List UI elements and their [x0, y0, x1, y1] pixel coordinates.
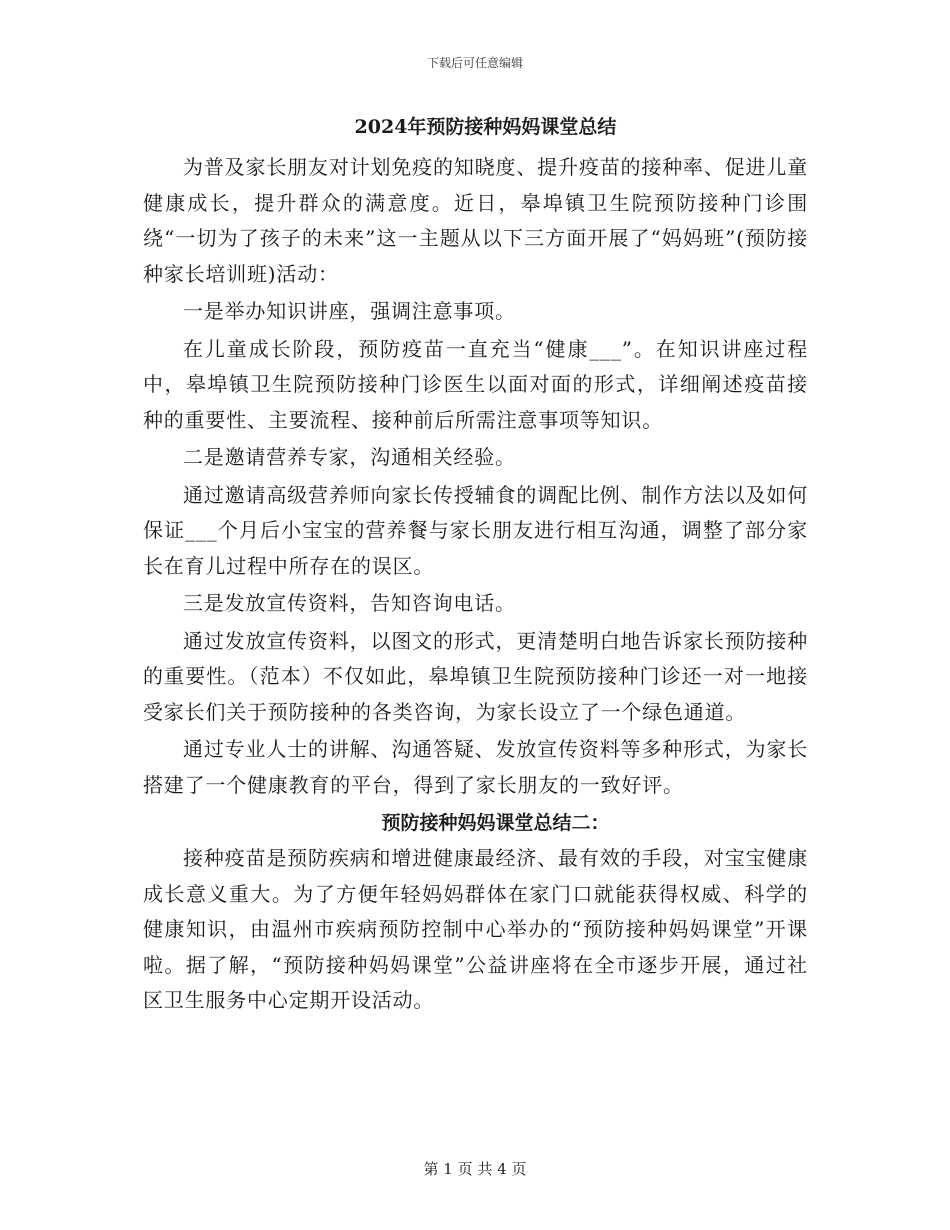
document-body — [143, 112, 808, 1021]
page-footer-number: 第 1 页 共 4 页 — [423, 1160, 527, 1178]
paragraph-conclusion: 通过专业人士的讲解、沟通答疑、发放宣传资料等多种形式，为家长搭建了一个健康教育的平台，得到了家长朋友的一致好评。 — [143, 737, 808, 797]
paragraph-intro: 为普及家长朋友对计划免疫的知晓度、提升疫苗的接种率、促进儿童健康成长，提升群众的满意度。近日，皋埠镇卫生院预防接种门诊围绕“一切为了孩子的未来”这一主题从以下三方面开展了“妈妈班”(预防接种家长培训班)活动： — [143, 155, 808, 286]
section-two-title: 预防接种妈妈课堂总结二： — [381, 812, 610, 834]
document-title: 2024年预防接种妈妈课堂总结 — [354, 116, 617, 138]
paragraph-point-one-detail: 在儿童成长阶段，预防疫苗一直充当“健康___”。在知识讲座过程中，皋埠镇卫生院预防接种门诊医生以面对面的形式，详细阐述疫苗接种的重要性、主要流程、接种前后所需注意事项等知识。 — [143, 336, 808, 432]
paragraph-point-three: 三是发放宣传资料，告知咨询电话。 — [183, 591, 516, 615]
page-header-note: 下载后可任意编辑 — [426, 56, 523, 70]
paragraph-point-one: 一是举办知识讲座，强调注意事项。 — [183, 299, 516, 323]
paragraph-point-three-detail: 通过发放宣传资料，以图文的形式，更清楚明白地告诉家长预防接种的重要性。（范本）不仅如此，皋埠镇卫生院预防接种门诊还一对一地接受家长们关于预防接种的各类咨询，为家长设立了一个绿色通道。 — [143, 628, 808, 724]
paragraph-point-two: 二是邀请营养专家，沟通相关经验。 — [183, 445, 516, 469]
paragraph-section-two: 接种疫苗是预防疾病和增进健康最经济、最有效的手段，对宝宝健康成长意义重大。为了方便年轻妈妈群体在家门口就能获得权威、科学的健康知识，由温州市疾病预防控制中心举办的“预防接种妈妈课堂”开课啦。据了解，“预防接种妈妈课堂”公益讲座将在全市逐步开展，通过社区卫生服务中心定期开设活动。 — [143, 846, 808, 1012]
paragraph-point-two-detail: 通过邀请高级营养师向家长传授辅食的调配比例、制作方法以及如何保证___个月后小宝宝的营养餐与家长朋友进行相互沟通，调整了部分家长在育儿过程中所存在的误区。 — [143, 482, 808, 578]
